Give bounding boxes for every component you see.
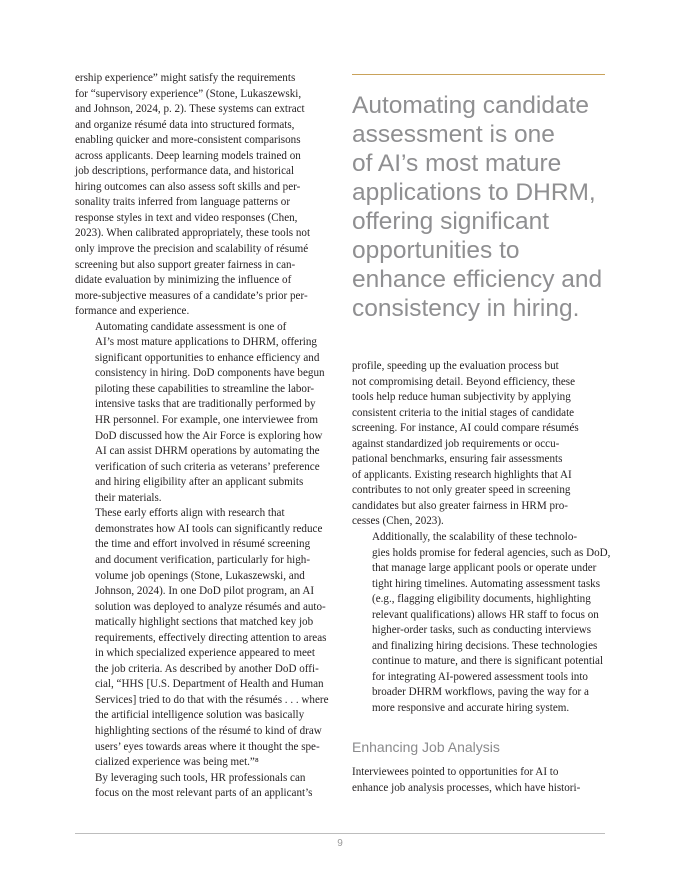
pull-quote-line: enhance efficiency and bbox=[352, 266, 603, 293]
text-line: formance and experience. bbox=[75, 305, 190, 318]
section-intro bbox=[352, 765, 610, 796]
text-line: cesses (Chen, 2023). bbox=[352, 515, 444, 528]
text-line: consistency in hiring. DoD components have begun bbox=[95, 367, 325, 380]
pull-quote-line: offering significant bbox=[352, 208, 550, 235]
section-heading: Enhancing Job Analysis bbox=[352, 739, 500, 755]
text-line: higher-order tasks, such as conducting interviews bbox=[372, 624, 592, 637]
text-line: sonality traits inferred from language patterns or bbox=[75, 196, 291, 209]
text-line: piloting these capabilities to streamline the labor- bbox=[95, 382, 315, 395]
text-line: their materials. bbox=[95, 491, 162, 504]
text-line: pational benchmarks, ensuring fair assessments bbox=[352, 453, 563, 466]
text-line: highlighting sections of the résumé to kind of draw bbox=[95, 724, 322, 737]
text-line: enhance job analysis processes, which have histori- bbox=[352, 781, 581, 794]
text-line: only improve the precision and scalability of résumé bbox=[75, 243, 309, 256]
text-line: volume job openings (Stone, Lukaszewski, and bbox=[95, 569, 305, 582]
text-line: AI’s most mature applications to DHRM, offering bbox=[95, 336, 317, 349]
text-line: response styles in text and video responses (Chen, bbox=[75, 211, 298, 224]
text-line: that manage large applicant pools or operate under bbox=[372, 562, 597, 575]
text-line: Johnson, 2024). In one DoD pilot program, an AI bbox=[95, 585, 315, 598]
text-line: enabling quicker and more-consistent comparisons bbox=[75, 134, 301, 147]
text-line: and organize résumé data into structured formats, bbox=[75, 118, 295, 131]
footer-rule bbox=[75, 833, 605, 834]
text-line: hiring outcomes can also assess soft skills and per- bbox=[75, 180, 301, 193]
text-line: AI can assist DHRM operations by automating the bbox=[95, 445, 320, 458]
text-line: HR personnel. For example, one interviewee from bbox=[95, 414, 319, 427]
pull-quote-line: applications to DHRM, bbox=[352, 179, 596, 206]
text-line: requirements, effectively directing attention to areas bbox=[95, 631, 327, 644]
pull-quote bbox=[352, 91, 610, 323]
text-line: the job criteria. As described by another DoD offi- bbox=[95, 662, 319, 675]
body-paragraph bbox=[75, 506, 330, 770]
text-line: and Johnson, 2024, p. 2). These systems can extract bbox=[75, 103, 305, 116]
text-line: (e.g., flagging eligibility documents, highlighting bbox=[372, 593, 591, 606]
right-column bbox=[352, 359, 610, 717]
text-line: contributes to not only greater speed in screening bbox=[352, 484, 571, 497]
page-number: 9 bbox=[337, 838, 343, 849]
text-line: Interviewees pointed to opportunities for AI to bbox=[352, 766, 559, 778]
text-line: screening but also support greater fairness in can- bbox=[75, 258, 296, 271]
text-line: and finalizing hiring decisions. These technologies bbox=[372, 639, 598, 652]
text-line: in which specialized experience appeared to meet bbox=[95, 647, 315, 660]
text-line: cial, “HHS [U.S. Department of Health and Human bbox=[95, 678, 324, 691]
body-paragraph bbox=[75, 771, 330, 802]
pull-quote-line: Automating candidate bbox=[352, 92, 589, 119]
text-line: job descriptions, performance data, and historical bbox=[75, 165, 295, 178]
text-line: These early efforts align with research that bbox=[95, 507, 285, 520]
body-paragraph bbox=[75, 71, 330, 320]
text-line: matically highlight sections that matched key job bbox=[95, 616, 314, 629]
pull-quote-line: assessment is one bbox=[352, 121, 555, 148]
text-line: ership experience” might satisfy the requirements bbox=[75, 72, 296, 84]
left-column bbox=[75, 71, 330, 802]
text-line: didate evaluation by minimizing the influence of bbox=[75, 274, 292, 287]
text-line: relevant qualifications) allows HR staff to focus on bbox=[372, 608, 599, 621]
body-paragraph bbox=[352, 765, 610, 796]
text-line: across applicants. Deep learning models trained on bbox=[75, 149, 301, 162]
body-paragraph bbox=[352, 530, 610, 717]
text-line: demonstrates how AI tools can significantly reduce bbox=[95, 522, 323, 535]
text-line: not compromising detail. Beyond efficiency, these bbox=[352, 375, 576, 388]
text-line: DoD discussed how the Air Force is exploring how bbox=[95, 429, 323, 442]
text-line: and document verification, particularly for high- bbox=[95, 553, 311, 566]
text-line: for integrating AI-powered assessment tools into bbox=[372, 670, 588, 683]
text-line: intensive tasks that are traditionally performed by bbox=[95, 398, 316, 411]
pull-quote-rule bbox=[352, 74, 605, 75]
text-line: for “supervisory experience” (Stone, Lukaszewski, bbox=[75, 87, 302, 100]
text-line: verification of such criteria as veterans’ preference bbox=[95, 460, 320, 473]
text-line: tight hiring timelines. Automating assessment tasks bbox=[372, 577, 601, 590]
text-line: more responsive and accurate hiring system. bbox=[372, 702, 570, 715]
text-line: profile, speeding up the evaluation process but bbox=[352, 360, 559, 372]
text-line: focus on the most relevant parts of an applicant’s bbox=[95, 787, 313, 800]
text-line: Automating candidate assessment is one of bbox=[95, 320, 287, 333]
text-line: cialized experience was being met.”⁸ bbox=[95, 756, 259, 769]
text-line: the artificial intelligence solution was basically bbox=[95, 709, 305, 722]
text-line: tools help reduce human subjectivity by applying bbox=[352, 391, 571, 404]
text-line: continue to mature, and there is significant potential bbox=[372, 655, 604, 668]
pull-quote-line: consistency in hiring. bbox=[352, 295, 580, 322]
text-line: against standardized job requirements or occu- bbox=[352, 437, 560, 450]
pull-quote-line: opportunities to bbox=[352, 237, 520, 264]
text-line: more-subjective measures of a candidate’s prior per- bbox=[75, 289, 308, 302]
text-line: of applicants. Existing research highlights that AI bbox=[352, 468, 572, 481]
text-line: and hiring eligibility after an applicant submits bbox=[95, 476, 304, 489]
text-line: screening. For instance, AI could compare résumés bbox=[352, 422, 579, 435]
text-line: Services] tried to do that with the résumés . . . where bbox=[95, 693, 329, 706]
text-line: the time and effort involved in résumé screening bbox=[95, 538, 311, 551]
body-paragraph bbox=[352, 359, 610, 530]
text-line: broader DHRM workflows, paving the way for a bbox=[372, 686, 589, 699]
text-line: By leveraging such tools, HR professionals can bbox=[95, 771, 306, 784]
text-line: consistent criteria to the initial stages of candidate bbox=[352, 406, 575, 419]
text-line: users’ eyes towards areas where it thought the spe- bbox=[95, 740, 320, 753]
text-line: significant opportunities to enhance efficiency and bbox=[95, 351, 320, 364]
text-line: solution was deployed to analyze résumés and auto- bbox=[95, 600, 326, 613]
text-line: 2023). When calibrated appropriately, these tools not bbox=[75, 227, 311, 240]
text-line: candidates but also greater fairness in HRM pro- bbox=[352, 499, 568, 512]
body-paragraph bbox=[75, 320, 330, 507]
text-line: Additionally, the scalability of these technolo- bbox=[372, 531, 578, 544]
text-line: gies holds promise for federal agencies, such as DoD, bbox=[372, 546, 611, 559]
pull-quote-line: of AI’s most mature bbox=[352, 150, 562, 177]
